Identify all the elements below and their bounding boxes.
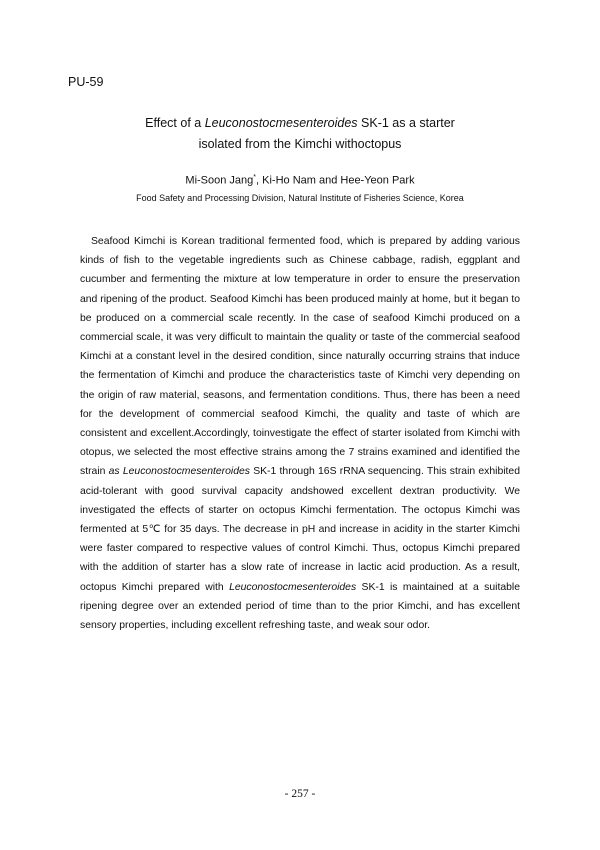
page-number: - 257 - bbox=[284, 788, 316, 800]
authors-rest: , Ki-Ho Nam and Hee-Yeon Park bbox=[256, 174, 415, 187]
abstract-body bbox=[80, 232, 520, 635]
title-post: SK-1 as a starter bbox=[357, 116, 455, 130]
abstract-part-3: SK-1 is maintained at a suitable ripening degree over an extended period of time than to the prior Kimchi, and has excellent sensory properties, including excellent refreshing taste, and weak sour odor. bbox=[80, 581, 520, 632]
abstract-part-2: SK-1 through 16S rRNA sequencing. This strain exhibited acid-tolerant with good survival capacity andshowed excellent dextran productivity. We investigated the effects of starter on octopus Kimchi fermentation. The octopus Kimchi was fermented at 5℃ for 35 days. The decrease in pH and increase in acidity in the starter Kimchi were faster compared to respective values of control Kimchi. Thus, octopus Kimchi prepared with the addition of starter has a slow rate of increase in lactic acid production. As a result, octopus Kimchi prepared with bbox=[80, 466, 520, 593]
paper-title bbox=[0, 113, 600, 155]
title-line-1 bbox=[0, 113, 600, 134]
corresponding-mark: * bbox=[253, 174, 257, 181]
abstract-code: PU-59 bbox=[68, 75, 104, 89]
title-species: Leuconostocmesenteroides bbox=[204, 116, 358, 130]
title-pre: Effect of a bbox=[145, 116, 205, 130]
title-line-2: isolated from the Kimchi withoctopus bbox=[198, 137, 402, 151]
abstract-part-1: Seafood Kimchi is Korean traditional fermented food, which is prepared by adding various kinds of fish to the vegetable ingredients such as Chinese cabbage, radish, eggplant and cucumber and fermenting the mixture at low temperature in order to ensure the preservation and ripening of the product. Seafood Kimchi has been produced mainly at home, but it began to be produced on a commercial scale recently. In the case of seafood Kimchi produced on a commercial scale, it was very difficult to maintain the quality or taste of the commercial seafood Kimchi at a constant level in the desired condition, since naturally occurring strains that induce the fermentation of Kimchi and produce the characteristics taste of Kimchi very depending on the origin of raw material, seasons, and fermentation conditions. Thus, there has been a need for the development of commercial seafood Kimchi, the quality and taste of which are consistent and excellent.Accordingly, toinvestigate the effect of starter isolated from Kimchi with otopus, we selected the most effective strains among the 7 strains examined and identified the strain bbox=[80, 236, 520, 478]
author-first: Mi-Soon Jang bbox=[185, 174, 254, 187]
authors bbox=[0, 174, 600, 187]
abstract-italic-1: as Leuconostocmesenteroides bbox=[108, 466, 250, 478]
affiliation: Food Safety and Processing Division, Natural Institute of Fisheries Science, Korea bbox=[136, 193, 464, 203]
abstract-italic-2: Leuconostocmesenteroides bbox=[229, 581, 357, 593]
